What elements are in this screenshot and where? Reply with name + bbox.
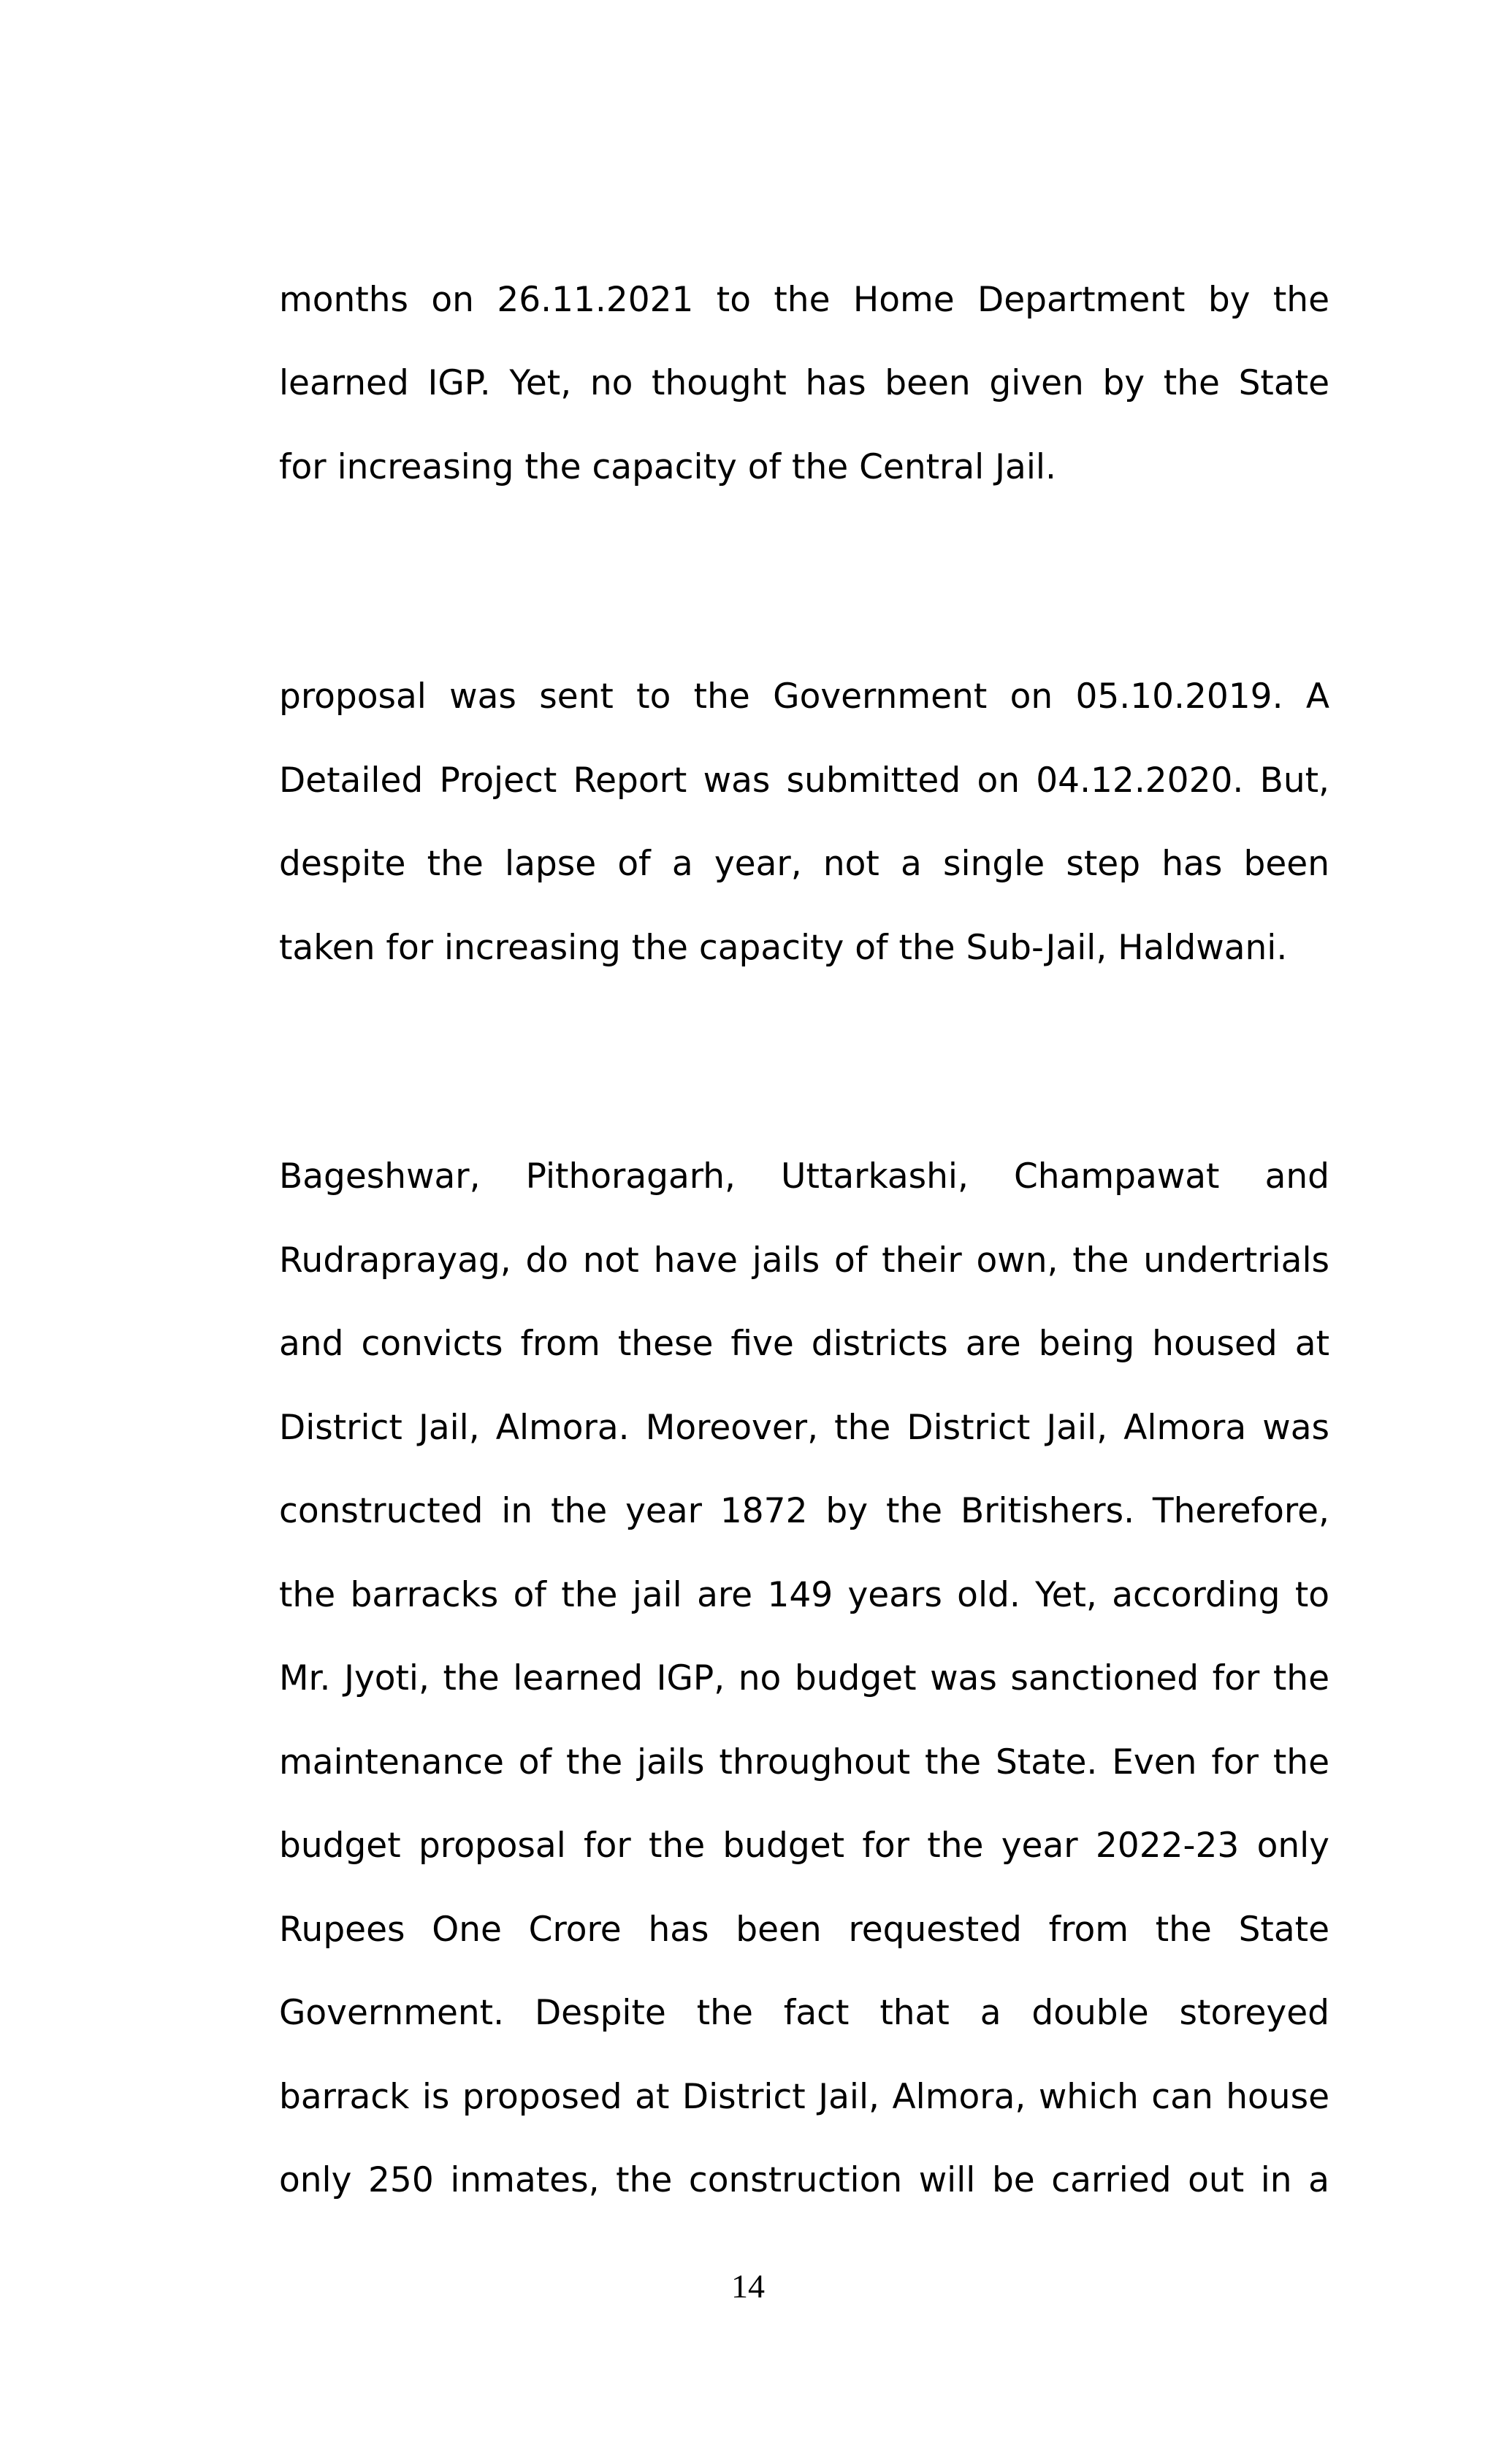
text-line: months on 26.11.2021 to the Home Department by the xyxy=(279,280,1329,320)
text-line: and convicts from these five districts are being housed at xyxy=(279,1324,1329,1364)
page-number: 14 xyxy=(731,2267,765,2305)
text-line: taken for increasing the capacity of the Sub-Jail, Haldwani. xyxy=(279,928,1288,968)
text-line: Rupees One Crore has been requested from the State xyxy=(279,1910,1329,1950)
text-line: learned IGP. Yet, no thought has been given by the State xyxy=(279,363,1329,403)
text-line: Bageshwar, Pithoragarh, Uttarkashi, Champawat and xyxy=(279,1156,1329,1197)
text-line: despite the lapse of a year, not a single step has been xyxy=(279,844,1329,884)
text-line: for increasing the capacity of the Central Jail. xyxy=(279,447,1056,487)
text-line: only 250 inmates, the construction will be carried out in a xyxy=(279,2160,1329,2200)
text-line: barrack is proposed at District Jail, Almora, which can house xyxy=(279,2077,1329,2117)
text-line: Mr. Jyoti, the learned IGP, no budget was sanctioned for the xyxy=(279,1658,1329,1698)
text-line: Detailed Project Report was submitted on 04.12.2020. But, xyxy=(279,760,1329,801)
text-line: the barracks of the jail are 149 years old. Yet, according to xyxy=(279,1575,1329,1615)
text-line: maintenance of the jails throughout the State. Even for the xyxy=(279,1742,1329,1782)
text-line: Rudraprayag, do not have jails of their own, the undertrials xyxy=(279,1240,1329,1281)
text-line: budget proposal for the budget for the year 2022-23 only xyxy=(279,1826,1329,1866)
text-line: constructed in the year 1872 by the Britishers. Therefore, xyxy=(279,1491,1329,1531)
text-line: proposal was sent to the Government on 05.10.2019. A xyxy=(279,676,1329,717)
text-line: Government. Despite the fact that a double storeyed xyxy=(279,1993,1329,2033)
text-line: District Jail, Almora. Moreover, the District Jail, Almora was xyxy=(279,1408,1329,1448)
